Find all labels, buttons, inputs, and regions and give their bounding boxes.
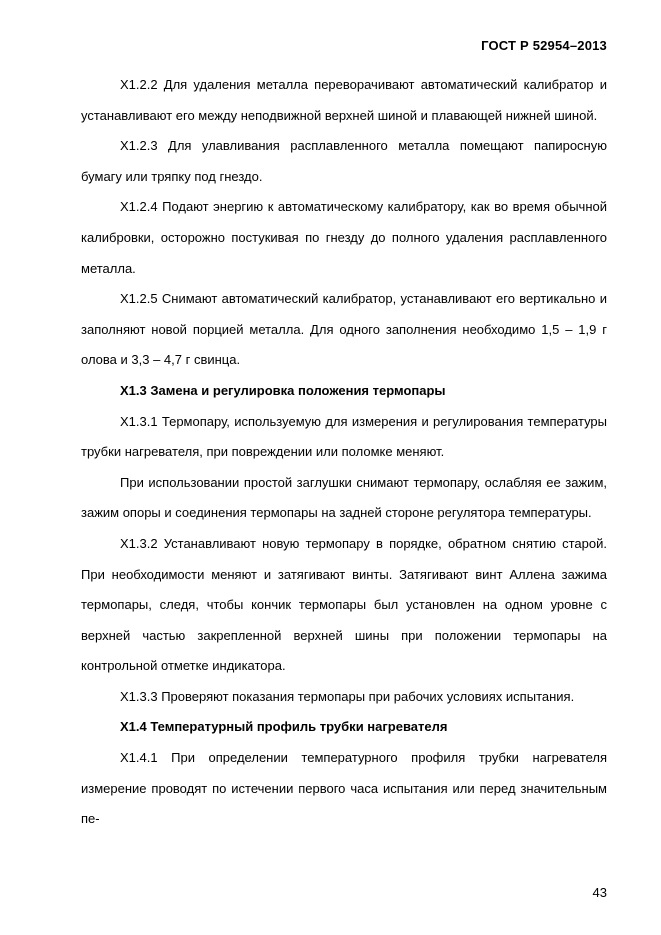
paragraph-x1-3-2: Х1.3.2 Устанавливают новую термопару в порядке, обратном снятию старой. При необходимости меняют и затягивают винты. Затягивают винт Аллена зажима термопары, следя, чтобы кончик термопары был установлен на одном уровне с верхней частью закрепленной верхней шины при положении термопары на контрольной отметке индикатора. — [81, 535, 607, 674]
paragraph-x1-3-1-continued: При использовании простой заглушки снимают термопару, ослабляя ее зажим, зажим опоры и соединения термопары на задней стороне регулятора температуры. — [81, 474, 607, 521]
paragraph-x1-3-3: Х1.3.3 Проверяют показания термопары при рабочих условиях испытания. — [120, 688, 575, 704]
page-number: 43 — [592, 885, 607, 900]
paragraph-x1-2-2: Х1.2.2 Для удаления металла переворачивают автоматический калибратор и устанавливают его между неподвижной верхней шиной и плавающей нижней шиной. — [81, 77, 607, 123]
paragraph-x1-2-4: Х1.2.4 Подают энергию к автоматическому калибратору, как во время обычной калибровки, осторожно постукивая по гнезду до полного удаления расплавленного металла. — [81, 199, 607, 276]
section-heading-x1-4: Х1.4 Температурный профиль трубки нагревателя — [120, 719, 448, 735]
document-code: ГОСТ Р 52954–2013 — [481, 38, 607, 53]
paragraph-x1-4-1: Х1.4.1 При определении температурного профиля трубки нагревателя измерение проводят по истечении первого часа испытания или перед значительным пе- — [81, 750, 607, 827]
paragraph-x1-3-1: Х1.3.1 Термопару, используемую для измерения и регулирования температуры трубки нагревателя, при повреждении или поломке меняют. — [81, 413, 607, 460]
paragraph-x1-2-3: Х1.2.3 Для улавливания расплавленного металла помещают папиросную бумагу или тряпку под гнездо. — [81, 138, 607, 184]
section-heading-x1-3: Х1.3 Замена и регулировка положения термопары — [120, 382, 446, 398]
page-content — [81, 70, 607, 835]
paragraph-x1-2-5: Х1.2.5 Снимают автоматический калибратор, устанавливают его вертикально и заполняют новой порцией металла. Для одного заполнения необходимо 1,5 – 1,9 г олова и 3,3 – 4,7 г свинца. — [81, 291, 607, 368]
